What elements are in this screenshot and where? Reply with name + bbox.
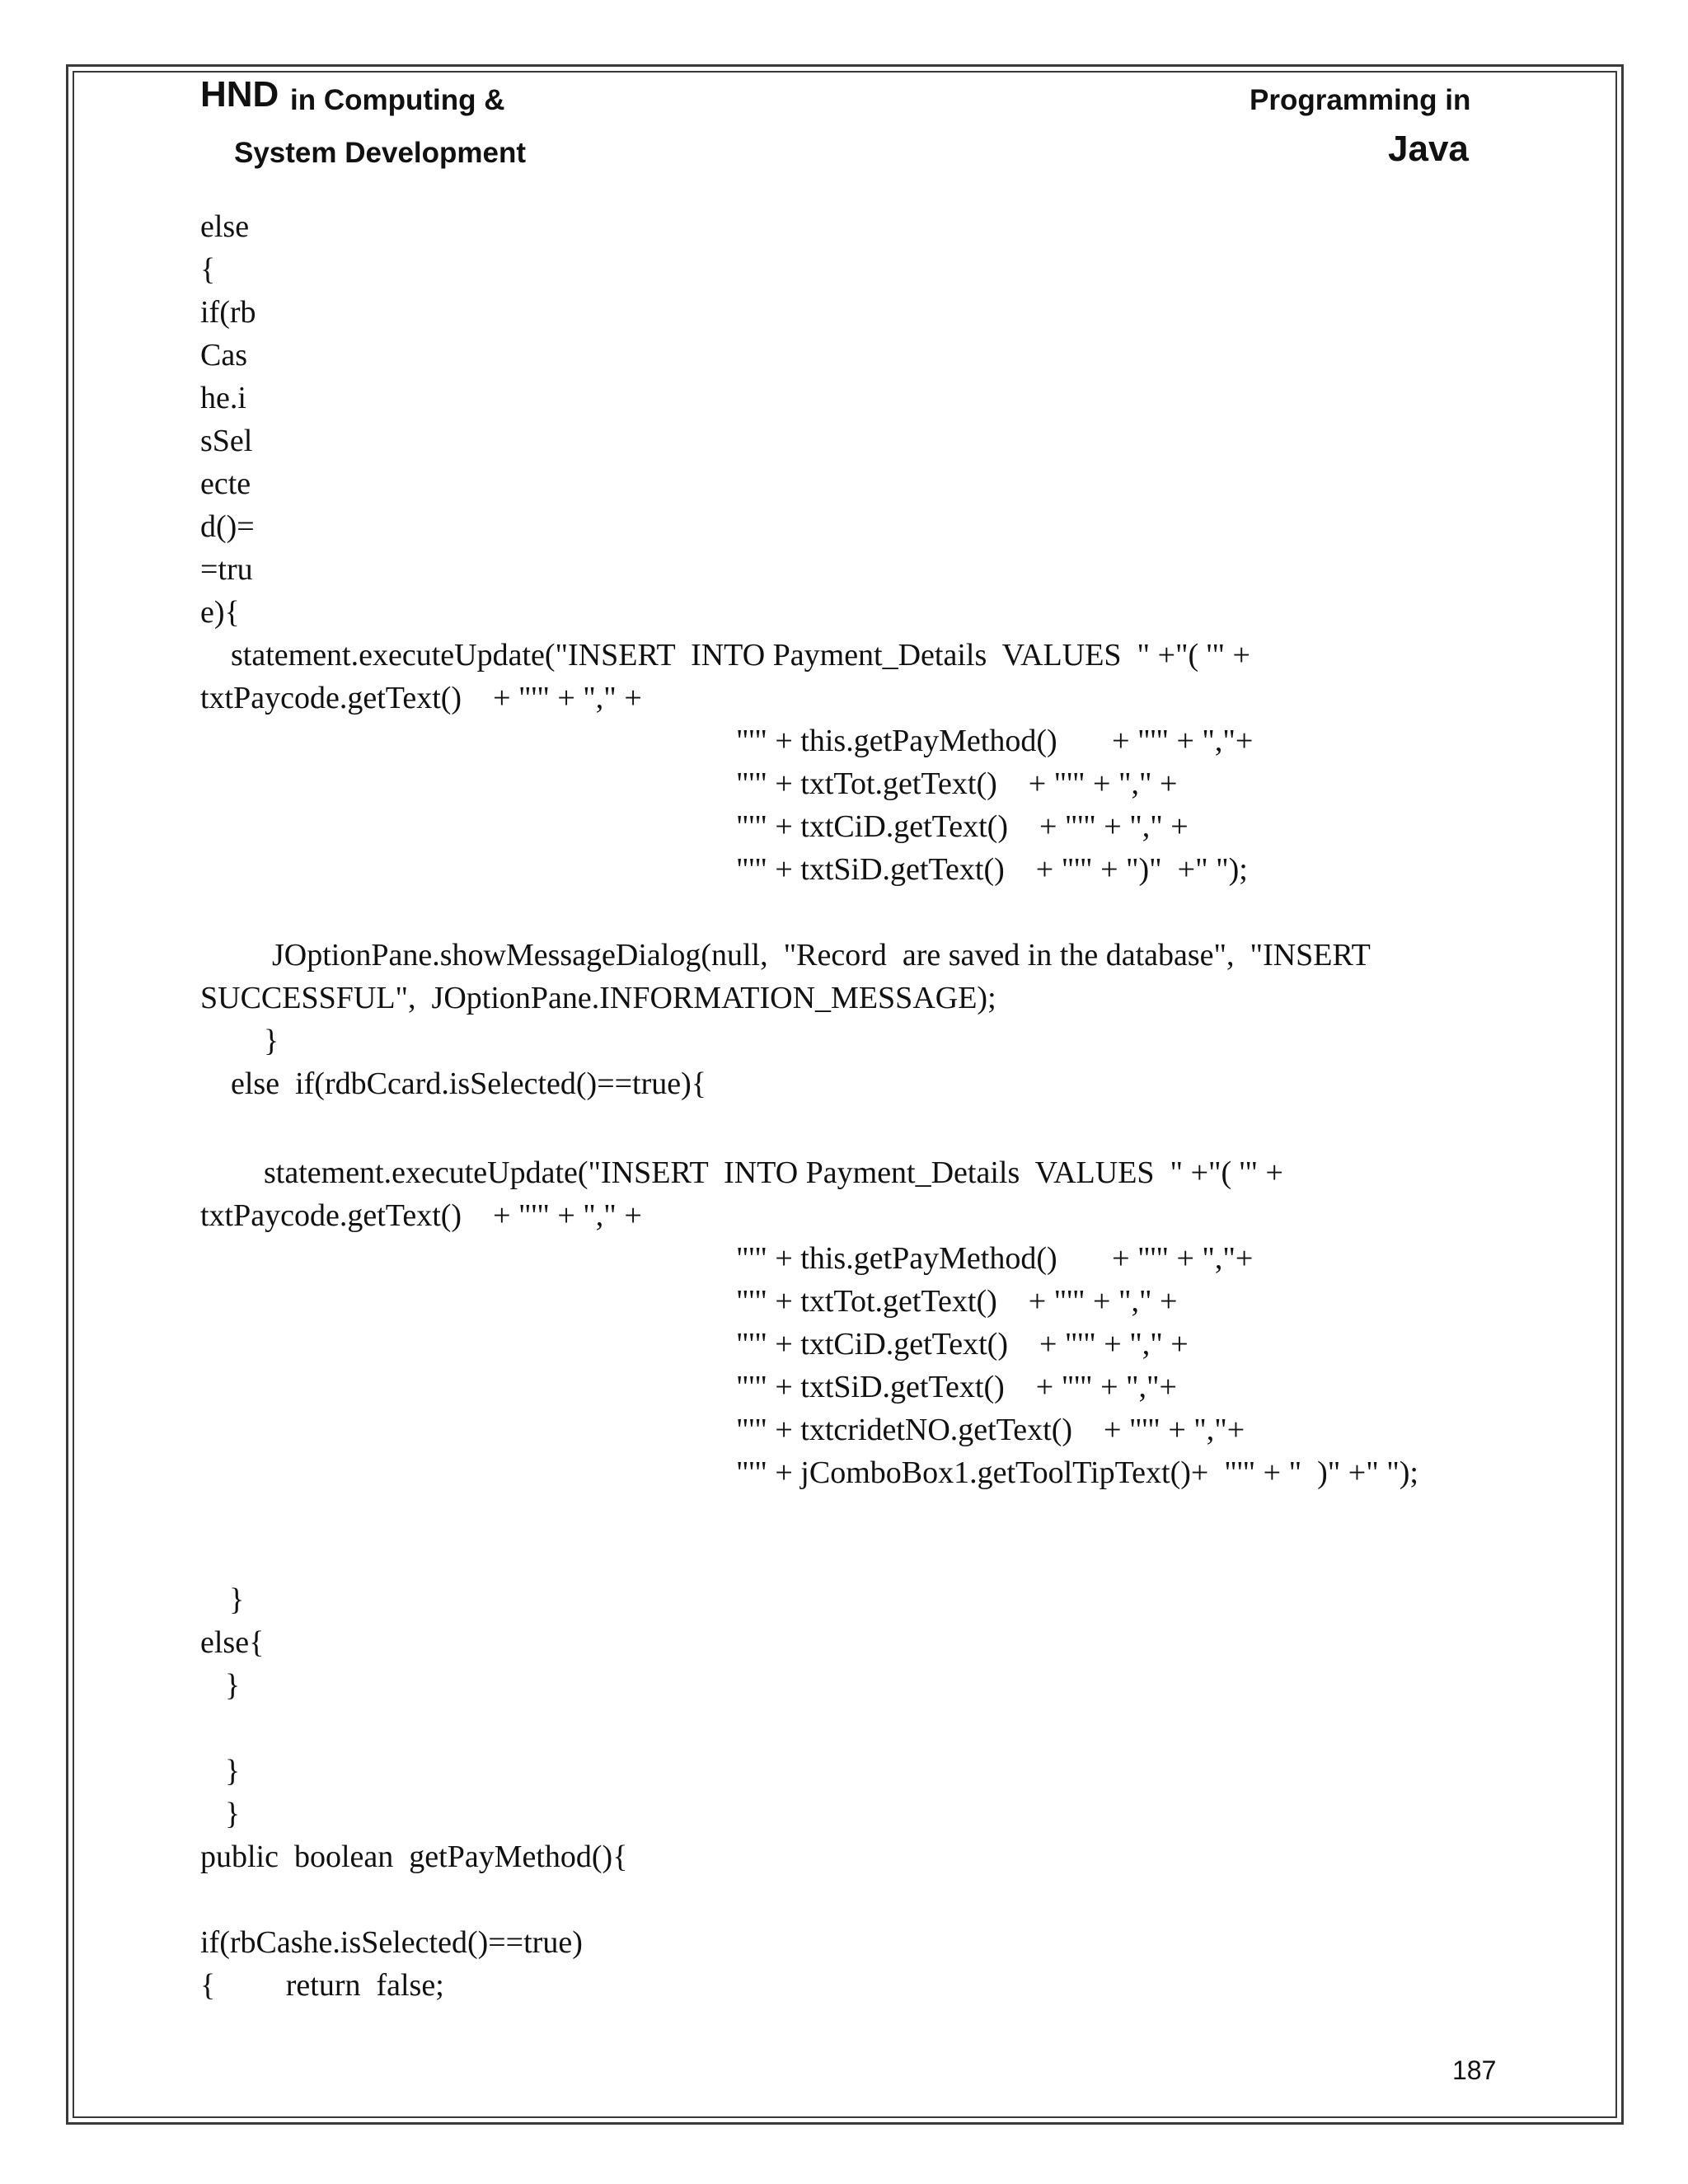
code-line: he.i <box>200 381 246 415</box>
code-line: statement.executeUpdate("INSERT INTO Payment_Details VALUES " +"( '" + <box>264 1155 1283 1190</box>
code-line: else{ <box>200 1625 265 1660</box>
code-line: } <box>225 1797 241 1831</box>
header-subject-line2: Java <box>1388 129 1469 169</box>
code-line: ecte <box>200 466 251 501</box>
code-line: "'" + txtSiD.getText() + "'" + ")" +" "); <box>736 852 1248 887</box>
code-line: { return false; <box>200 1968 444 2003</box>
code-line: } <box>264 1024 279 1058</box>
code-line: "'" + this.getPayMethod() + "'" + ","+ <box>736 1241 1254 1276</box>
code-line: } <box>229 1582 245 1617</box>
code-line: txtPaycode.getText() + "'" + "," + <box>200 681 642 715</box>
code-line: SUCCESSFUL", JOptionPane.INFORMATION_MESSAGE); <box>200 981 996 1015</box>
code-line: =tru <box>200 552 253 587</box>
code-line: "'" + txtCiD.getText() + "'" + "," + <box>736 809 1189 844</box>
page-number: 187 <box>1452 2055 1497 2085</box>
code-line: "'" + txtcridetNO.getText() + "'" + ","+ <box>736 1413 1245 1447</box>
code-line: "'" + txtCiD.getText() + "'" + "," + <box>736 1327 1189 1361</box>
code-line: else <box>200 209 250 244</box>
code-line: } <box>225 1754 241 1788</box>
code-line: if(rb <box>200 295 256 330</box>
code-line: statement.executeUpdate("INSERT INTO Payment_Details VALUES " +"( '" + <box>231 638 1250 673</box>
code-line: "'" + txtTot.getText() + "'" + "," + <box>736 766 1178 801</box>
code-line: } <box>225 1668 241 1703</box>
code-line: else if(rdbCcard.isSelected()==true){ <box>231 1066 707 1101</box>
code-line: Cas <box>200 338 247 373</box>
code-line: sSel <box>200 424 253 458</box>
code-line: "'" + txtTot.getText() + "'" + "," + <box>736 1284 1178 1319</box>
code-line: public boolean getPayMethod(){ <box>200 1840 628 1874</box>
header-course-line1: in Computing & <box>290 84 505 116</box>
code-line: "'" + jComboBox1.getToolTipText()+ "'" + " )" +" "); <box>736 1455 1418 1490</box>
code-line: e){ <box>200 595 240 630</box>
code-line: if(rbCashe.isSelected()==true) <box>200 1925 583 1960</box>
header-subject-line1: Programming in <box>1250 84 1471 116</box>
code-line: txtPaycode.getText() + "'" + "," + <box>200 1198 642 1233</box>
header-course-line2: System Development <box>234 137 527 169</box>
code-line: { <box>200 252 216 287</box>
code-line: "'" + txtSiD.getText() + "'" + ","+ <box>736 1370 1177 1404</box>
code-line: "'" + this.getPayMethod() + "'" + ","+ <box>736 724 1254 758</box>
header-hnd: HND <box>200 74 279 115</box>
code-line: d()= <box>200 509 255 544</box>
code-line: JOptionPane.showMessageDialog(null, "Record are saved in the database", "INSERT <box>272 938 1371 972</box>
